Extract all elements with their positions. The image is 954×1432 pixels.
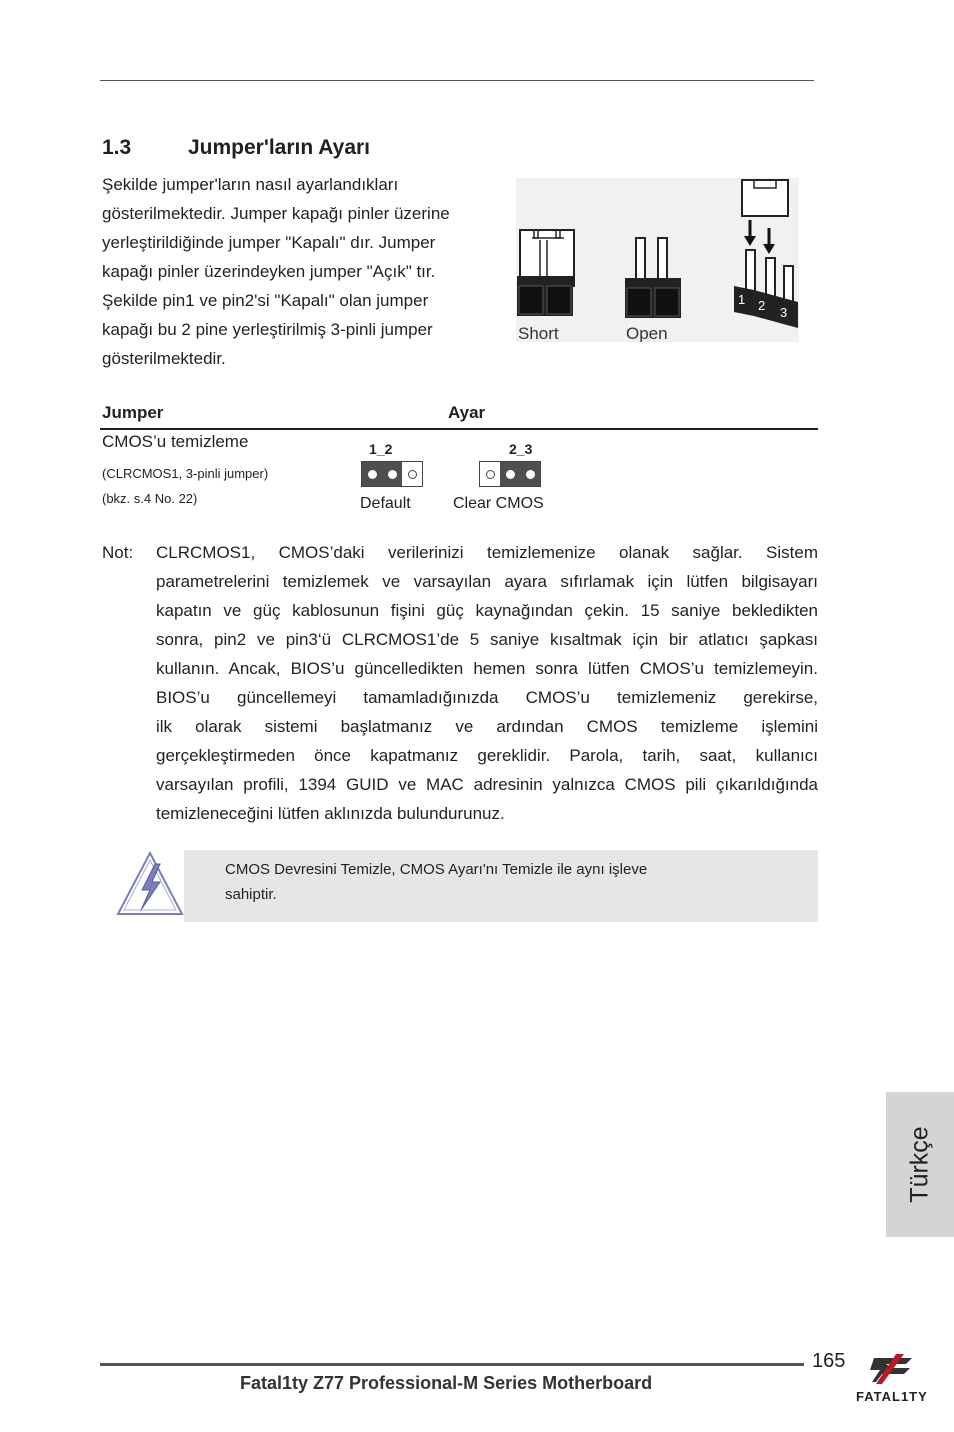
language-tab-label bbox=[886, 1092, 954, 1237]
pin-shorted bbox=[520, 462, 540, 486]
jumper-detail: (CLRCMOS1, 3-pinli jumper) bbox=[102, 466, 269, 481]
note-line: varsayılan profili, 1394 GUID ve MAC adresinin yalnızca CMOS pili çıkarıldığında bbox=[156, 775, 818, 794]
pin-number-3: 3 bbox=[780, 305, 788, 320]
table-header-rule bbox=[100, 428, 818, 430]
intro-paragraph bbox=[102, 170, 502, 373]
pin-shorted bbox=[362, 462, 382, 486]
pin-number-2: 2 bbox=[758, 298, 766, 313]
pin-shorted bbox=[500, 462, 520, 486]
table-header-jumper: Jumper bbox=[102, 403, 164, 422]
warning-line: CMOS Devresini Temizle, CMOS Ayarı'nı Temizle ile aynı işleve bbox=[225, 861, 648, 878]
table-header-setting: Ayar bbox=[448, 403, 486, 422]
intro-line: Şekilde jumper'ların nasıl ayarlandıkları bbox=[102, 175, 399, 194]
top-rule bbox=[100, 80, 814, 81]
section-heading bbox=[102, 136, 370, 160]
intro-line: gösterilmektedir. Jumper kapağı pinler üzerine bbox=[102, 204, 450, 223]
note-line: sonra, pin2 ve pin3‘ü CLRCMOS1’de 5 saniye kısaltmak için bir atlatıcı şapkası bbox=[156, 630, 818, 649]
pin-open bbox=[402, 462, 422, 486]
jumper-illustration-svg bbox=[516, 178, 799, 342]
pin-number-1: 1 bbox=[738, 292, 746, 307]
intro-line: Şekilde pin1 ve pin2'si "Kapalı" olan jumper bbox=[102, 291, 429, 310]
note-line: gerçekleştirmeden önce kapatmanız gereklidir. Parola, tarih, saat, kullanıcı bbox=[156, 746, 818, 765]
warning-icon bbox=[114, 850, 186, 923]
pin-header-clear bbox=[479, 461, 541, 487]
option-default-label: Default bbox=[360, 495, 411, 512]
section-number: 1.3 bbox=[102, 136, 132, 159]
note-line: BIOS’u güncellemeyi tamamladığınızda CMOS’u temizlemeniz gerekirse, bbox=[156, 688, 818, 707]
intro-line: yerleştirildiğinde jumper "Kapalı" dır. Jumper bbox=[102, 233, 436, 252]
jumper-reference: (bkz. s.4 No. 22) bbox=[102, 491, 198, 506]
note-line: parametrelerini temizlemek ve varsayılan ayara sıfırlamak için lütfen bilgisayarı bbox=[156, 572, 818, 591]
intro-line: kapağı pinler üzerindeyken jumper "Açık" tır. bbox=[102, 262, 436, 281]
warning-line: sahiptir. bbox=[225, 886, 277, 903]
note-line: temizleneceğini lütfen aklınızda bulundurunuz. bbox=[156, 804, 505, 823]
logo-text: FATAL1TY bbox=[856, 1389, 928, 1404]
open-jumper-graphic bbox=[625, 238, 681, 318]
section-title: Jumper'ların Ayarı bbox=[188, 136, 371, 159]
note-line: kapatın ve güç kablosunun fişini güç kaynağından çekin. 15 saniye bekledikten bbox=[156, 601, 818, 620]
jumper-name: CMOS’u temizleme bbox=[102, 432, 249, 451]
page-number: 165 bbox=[812, 1350, 846, 1372]
note-line: ilk olarak sistemi başlatmanız ve ardından CMOS temizleme işlemini bbox=[156, 717, 818, 736]
pin-header-default bbox=[361, 461, 423, 487]
pin-shorted bbox=[382, 462, 402, 486]
footer-rule bbox=[100, 1363, 804, 1366]
footer-title: Fatal1ty Z77 Professional-M Series Motherboard bbox=[240, 1373, 653, 1393]
short-jumper-graphic bbox=[517, 230, 574, 316]
intro-line: gösterilmektedir. bbox=[102, 349, 226, 368]
option-clear-pins: 2_3 bbox=[509, 441, 533, 457]
note-line: CLRCMOS1, CMOS’daki verilerinizi temizlemenize olanak sağlar. Sistem bbox=[156, 543, 818, 562]
note-line: kullanın. Ancak, BIOS’u güncelledikten hemen sonra lütfen CMOS’u temizlemeyin. bbox=[156, 659, 818, 678]
warning-text bbox=[225, 857, 785, 907]
note-label: Not: bbox=[102, 543, 134, 562]
option-clear-label: Clear CMOS bbox=[453, 495, 544, 512]
pin-open bbox=[480, 462, 500, 486]
short-label: Short bbox=[518, 324, 559, 342]
intro-line: kapağı bu 2 pine yerleştirilmiş 3-pinli jumper bbox=[102, 320, 433, 339]
option-default-pins: 1_2 bbox=[369, 441, 393, 457]
fatal1ty-logo bbox=[852, 1354, 932, 1411]
open-label: Open bbox=[626, 324, 668, 342]
jumper-illustration bbox=[516, 178, 799, 342]
language-tab-text: Türkçe bbox=[905, 1126, 934, 1203]
